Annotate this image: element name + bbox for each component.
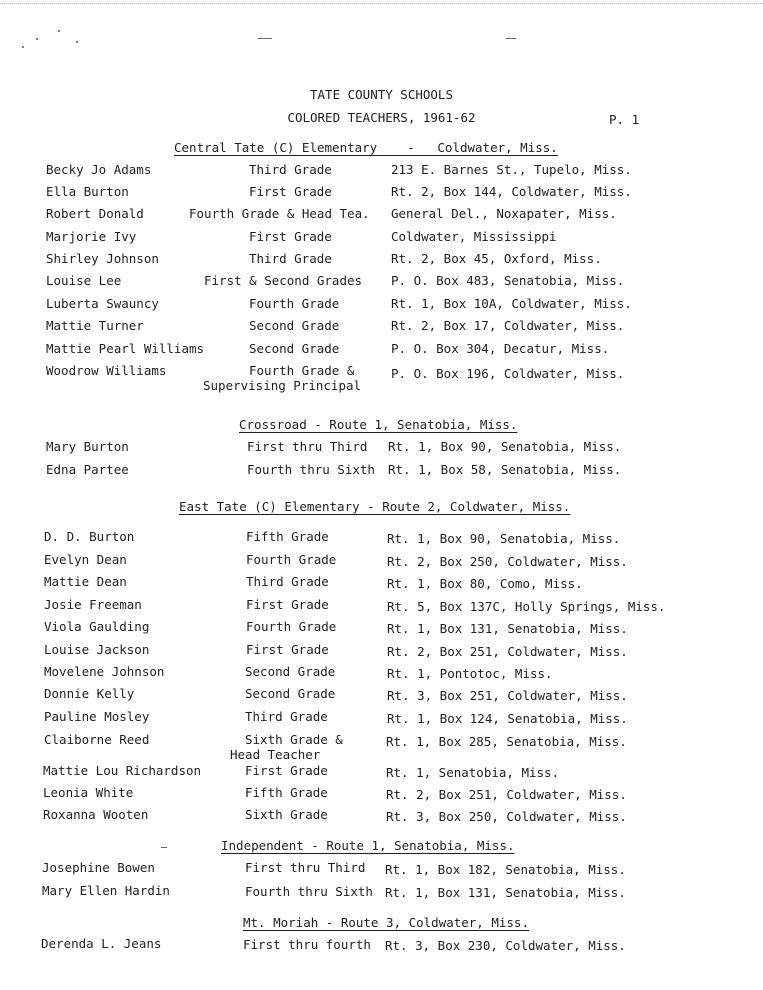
teacher-address: Rt. 1, Box 131, Senatobia, Miss. <box>387 621 628 636</box>
doc-title: TATE COUNTY SCHOOLS <box>310 87 453 102</box>
teacher-name: Viola Gaulding <box>44 619 150 634</box>
teacher-address: Coldwater, Mississippi <box>391 229 557 244</box>
teacher-address: P. O. Box 483, Senatobia, Miss. <box>391 273 625 288</box>
teacher-grade: First thru Third <box>247 439 368 454</box>
teacher-name: Mary Burton <box>46 439 129 454</box>
teacher-address: Rt. 3, Box 251, Coldwater, Miss. <box>387 688 628 703</box>
teacher-address: P. O. Box 196, Coldwater, Miss. <box>391 366 625 381</box>
section-heading: Central Tate (C) Elementary - Coldwater, Miss. <box>174 140 558 155</box>
teacher-grade: First Grade <box>246 642 329 657</box>
teacher-name: Mary Ellen Hardin <box>42 883 170 898</box>
teacher-name: Mattie Dean <box>44 574 127 589</box>
scan-mark <box>258 38 272 39</box>
teacher-grade: First Grade <box>246 597 329 612</box>
teacher-name: D. D. Burton <box>44 529 135 544</box>
teacher-grade: First Grade <box>249 229 332 244</box>
section-heading: Mt. Moriah - Route 3, Coldwater, Miss. <box>243 915 529 930</box>
teacher-address: Rt. 5, Box 137C, Holly Springs, Miss. <box>387 599 666 614</box>
teacher-grade: Fifth Grade <box>246 529 329 544</box>
teacher-grade-continued: Supervising Principal <box>203 378 362 393</box>
teacher-grade: Third Grade <box>249 162 332 177</box>
teacher-name: Mattie Lou Richardson <box>43 763 202 778</box>
teacher-address: Rt. 2, Box 17, Coldwater, Miss. <box>391 318 625 333</box>
teacher-grade: Second Grade <box>245 664 336 679</box>
teacher-address: Rt. 1, Box 90, Senatobia, Miss. <box>387 531 621 546</box>
teacher-name: Louise Lee <box>46 273 122 288</box>
teacher-name: Woodrow Williams <box>46 363 167 378</box>
teacher-name: Claiborne Reed <box>44 732 150 747</box>
teacher-address: Rt. 3, Box 230, Coldwater, Miss. <box>385 938 626 953</box>
teacher-name: Mattie Turner <box>46 318 144 333</box>
teacher-address: Rt. 2, Box 45, Oxford, Miss. <box>391 251 602 266</box>
scan-speck <box>22 46 24 48</box>
scan-speck <box>36 38 38 40</box>
doc-subtitle: COLORED TEACHERS, 1961-62 <box>287 110 476 125</box>
teacher-grade: Third Grade <box>249 251 332 266</box>
scan-speck <box>58 30 60 32</box>
teacher-name: Mattie Pearl Williams <box>46 341 205 356</box>
teacher-name: Roxanna Wooten <box>43 807 149 822</box>
teacher-address: Rt. 1, Box 131, Senatobia, Miss. <box>385 885 626 900</box>
teacher-grade: First thru fourth <box>243 937 371 952</box>
teacher-grade: Second Grade <box>249 318 340 333</box>
teacher-name: Leonia White <box>43 785 134 800</box>
teacher-grade: Third Grade <box>246 574 329 589</box>
section-heading: Independent - Route 1, Senatobia, Miss. <box>221 838 515 853</box>
teacher-name: Luberta Swauncy <box>46 296 159 311</box>
teacher-grade: Sixth Grade <box>245 807 328 822</box>
teacher-grade-continued: Head Teacher <box>230 747 321 762</box>
teacher-name: Pauline Mosley <box>44 709 150 724</box>
teacher-name: Robert Donald <box>46 206 144 221</box>
teacher-address: Rt. 1, Box 10A, Coldwater, Miss. <box>391 296 632 311</box>
teacher-grade: Fourth thru Sixth <box>245 884 373 899</box>
teacher-name: Edna Partee <box>46 462 129 477</box>
teacher-address: Rt. 2, Box 251, Coldwater, Miss. <box>387 644 628 659</box>
teacher-name: Derenda L. Jeans <box>41 936 162 951</box>
teacher-address: Rt. 1, Box 182, Senatobia, Miss. <box>385 862 626 877</box>
teacher-name: Louise Jackson <box>44 642 150 657</box>
scan-speck <box>76 41 78 43</box>
teacher-address: Rt. 1, Pontotoc, Miss. <box>387 666 553 681</box>
teacher-name: Movelene Johnson <box>44 664 165 679</box>
teacher-grade: First thru Third <box>245 860 366 875</box>
teacher-grade: Fourth Grade <box>246 552 337 567</box>
teacher-grade: Fourth thru Sixth <box>247 462 375 477</box>
teacher-address: Rt. 2, Box 251, Coldwater, Miss. <box>386 787 627 802</box>
teacher-address: Rt. 1, Senatobia, Miss. <box>386 765 560 780</box>
teacher-address: Rt. 1, Box 285, Senatobia, Miss. <box>386 734 627 749</box>
scan-mark <box>161 847 167 848</box>
teacher-grade: Fourth Grade & <box>249 363 355 378</box>
teacher-grade: Fourth Grade <box>249 296 340 311</box>
scan-edge-line <box>0 3 763 4</box>
teacher-grade: First Grade <box>249 184 332 199</box>
teacher-grade: First Grade <box>245 763 328 778</box>
scan-mark <box>506 38 516 39</box>
teacher-grade: Fourth Grade <box>246 619 337 634</box>
page-number: P. 1 <box>609 112 640 127</box>
teacher-address: 213 E. Barnes St., Tupelo, Miss. <box>391 162 632 177</box>
teacher-address: Rt. 2, Box 250, Coldwater, Miss. <box>387 554 628 569</box>
teacher-address: Rt. 1, Box 58, Senatobia, Miss. <box>388 462 622 477</box>
teacher-address: Rt. 1, Box 90, Senatobia, Miss. <box>388 439 622 454</box>
teacher-name: Josephine Bowen <box>42 860 155 875</box>
teacher-name: Marjorie Ivy <box>46 229 137 244</box>
teacher-address: Rt. 1, Box 80, Como, Miss. <box>387 576 583 591</box>
teacher-name: Shirley Johnson <box>46 251 159 266</box>
teacher-address: Rt. 1, Box 124, Senatobia, Miss. <box>387 711 628 726</box>
teacher-grade: Fourth Grade & Head Tea. <box>189 206 370 221</box>
teacher-grade: Second Grade <box>249 341 340 356</box>
teacher-grade: Sixth Grade & <box>245 732 343 747</box>
teacher-grade: Third Grade <box>245 709 328 724</box>
teacher-name: Josie Freeman <box>44 597 142 612</box>
teacher-address: P. O. Box 304, Decatur, Miss. <box>391 341 610 356</box>
teacher-address: Rt. 3, Box 250, Coldwater, Miss. <box>386 809 627 824</box>
teacher-name: Evelyn Dean <box>44 552 127 567</box>
teacher-address: General Del., Noxapater, Miss. <box>391 206 617 221</box>
teacher-name: Ella Burton <box>46 184 129 199</box>
teacher-grade: First & Second Grades <box>204 273 363 288</box>
teacher-grade: Second Grade <box>245 686 336 701</box>
section-heading: Crossroad - Route 1, Senatobia, Miss. <box>239 417 518 432</box>
teacher-address: Rt. 2, Box 144, Coldwater, Miss. <box>391 184 632 199</box>
teacher-name: Donnie Kelly <box>44 686 135 701</box>
section-heading: East Tate (C) Elementary - Route 2, Coldwater, Miss. <box>179 499 571 514</box>
teacher-name: Becky Jo Adams <box>46 162 152 177</box>
teacher-grade: Fifth Grade <box>245 785 328 800</box>
